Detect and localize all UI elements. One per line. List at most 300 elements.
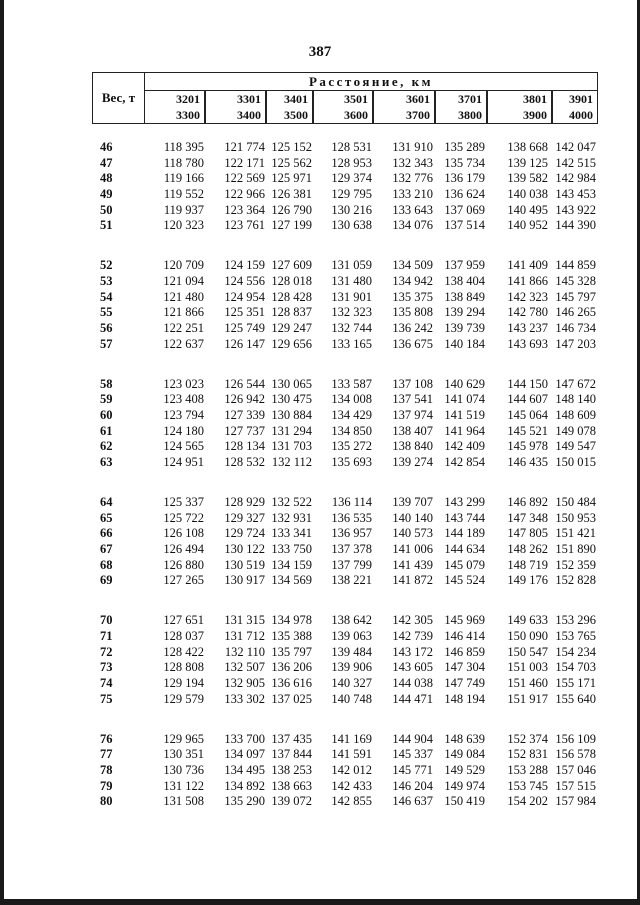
range-to: 3900 xyxy=(523,108,547,122)
price-cell: 126 108 xyxy=(163,526,204,541)
weight-cell: 54 xyxy=(100,289,113,304)
price-cell: 126 147 xyxy=(224,336,265,351)
price-cell: 125 971 xyxy=(271,171,312,186)
price-cell: 148 194 xyxy=(444,691,485,706)
price-cell: 142 012 xyxy=(331,763,372,778)
price-cell: 151 890 xyxy=(555,542,596,557)
range-header xyxy=(436,90,488,123)
price-cell: 130 917 xyxy=(224,573,265,588)
price-cell: 125 562 xyxy=(271,155,312,170)
price-cell: 119 552 xyxy=(163,187,204,201)
price-cell: 118 395 xyxy=(163,140,204,154)
weight-cell: 76 xyxy=(100,731,113,746)
price-cell: 140 140 xyxy=(392,510,433,525)
table-row xyxy=(0,258,640,273)
weight-cell: 74 xyxy=(100,676,113,691)
price-cell: 146 204 xyxy=(392,778,433,793)
weight-cell: 78 xyxy=(100,763,113,778)
price-cell: 137 799 xyxy=(331,557,372,572)
table-row xyxy=(0,337,640,352)
price-cell: 135 734 xyxy=(444,155,485,170)
price-cell: 136 242 xyxy=(392,321,433,335)
price-cell: 150 953 xyxy=(555,510,596,525)
table-row xyxy=(0,140,640,155)
table-row xyxy=(0,511,640,526)
price-cell: 120 323 xyxy=(163,218,204,233)
price-cell: 134 509 xyxy=(392,258,433,273)
price-cell: 144 189 xyxy=(444,526,485,541)
weight-cell: 49 xyxy=(100,187,113,201)
price-cell: 128 037 xyxy=(163,629,204,644)
table-row xyxy=(0,747,640,762)
range-from: 3501 xyxy=(344,92,368,106)
price-cell: 128 837 xyxy=(271,305,312,320)
price-cell: 121 480 xyxy=(163,289,204,304)
price-cell: 120 709 xyxy=(163,258,204,273)
price-cell: 126 790 xyxy=(271,202,312,217)
range-from: 3601 xyxy=(406,92,430,106)
price-cell: 141 439 xyxy=(392,557,433,572)
price-cell: 130 351 xyxy=(163,747,204,762)
price-cell: 128 018 xyxy=(271,274,312,288)
price-cell: 137 514 xyxy=(444,218,485,233)
weight-cell: 66 xyxy=(100,526,113,541)
price-cell: 122 171 xyxy=(224,155,265,170)
price-cell: 137 541 xyxy=(392,392,433,407)
table-row xyxy=(0,218,640,233)
price-cell: 134 097 xyxy=(224,747,265,762)
price-cell: 137 844 xyxy=(271,747,312,762)
price-cell: 146 892 xyxy=(507,495,548,509)
price-cell: 131 508 xyxy=(163,794,204,809)
price-cell: 130 065 xyxy=(271,376,312,391)
table-row xyxy=(0,377,640,392)
price-cell: 134 076 xyxy=(392,218,433,233)
price-cell: 134 978 xyxy=(271,613,312,628)
weight-cell: 55 xyxy=(100,305,113,320)
price-cell: 129 965 xyxy=(163,731,204,746)
range-to: 3500 xyxy=(284,108,308,122)
price-cell: 119 937 xyxy=(163,202,204,217)
price-cell: 129 194 xyxy=(163,676,204,691)
range-header xyxy=(374,90,436,123)
price-cell: 135 290 xyxy=(224,794,265,809)
price-cell: 139 125 xyxy=(507,155,548,170)
table-row xyxy=(0,321,640,336)
table-row xyxy=(0,305,640,320)
price-cell: 150 090 xyxy=(507,629,548,644)
weight-cell: 47 xyxy=(100,155,113,170)
price-cell: 138 642 xyxy=(331,613,372,628)
price-cell: 129 724 xyxy=(224,526,265,541)
price-cell: 137 959 xyxy=(444,258,485,273)
price-cell: 121 774 xyxy=(224,140,265,154)
table-row xyxy=(0,392,640,407)
weight-cell: 67 xyxy=(100,542,113,557)
price-cell: 151 460 xyxy=(507,676,548,691)
price-cell: 128 532 xyxy=(224,455,265,469)
price-cell: 132 744 xyxy=(331,321,372,335)
price-cell: 141 409 xyxy=(507,258,548,273)
price-cell: 145 771 xyxy=(392,763,433,778)
price-cell: 136 114 xyxy=(331,495,372,509)
price-cell: 137 378 xyxy=(331,542,372,557)
price-cell: 128 531 xyxy=(331,140,372,154)
price-cell: 144 859 xyxy=(555,258,596,273)
range-to: 3800 xyxy=(458,108,482,122)
price-cell: 129 579 xyxy=(163,691,204,706)
price-cell: 150 015 xyxy=(555,455,596,469)
price-cell: 148 140 xyxy=(555,392,596,407)
price-cell: 138 840 xyxy=(392,439,433,454)
price-cell: 134 495 xyxy=(224,763,265,778)
range-header xyxy=(145,90,206,123)
price-cell: 139 063 xyxy=(331,629,372,644)
price-cell: 134 942 xyxy=(392,274,433,288)
price-cell: 130 216 xyxy=(331,202,372,217)
price-cell: 157 984 xyxy=(555,794,596,809)
price-cell: 136 957 xyxy=(331,526,372,541)
table-row xyxy=(0,171,640,186)
price-cell: 122 966 xyxy=(224,187,265,201)
price-cell: 136 675 xyxy=(392,336,433,351)
table-row xyxy=(0,187,640,202)
price-cell: 119 166 xyxy=(163,171,204,186)
table-row xyxy=(0,732,640,747)
price-cell: 144 471 xyxy=(392,691,433,706)
price-cell: 122 251 xyxy=(163,321,204,335)
price-cell: 139 274 xyxy=(392,455,433,469)
table-row xyxy=(0,156,640,171)
price-cell: 141 006 xyxy=(392,542,433,557)
price-cell: 126 880 xyxy=(163,557,204,572)
weight-cell: 60 xyxy=(100,408,113,422)
price-cell: 136 616 xyxy=(271,676,312,691)
price-cell: 129 656 xyxy=(271,336,312,351)
range-header xyxy=(206,90,267,123)
price-cell: 140 038 xyxy=(507,187,548,201)
weight-cell: 71 xyxy=(100,629,113,644)
price-cell: 147 805 xyxy=(507,526,548,541)
price-cell: 154 234 xyxy=(555,644,596,659)
weight-cell: 73 xyxy=(100,660,113,675)
price-cell: 132 905 xyxy=(224,676,265,691)
price-cell: 142 409 xyxy=(444,439,485,454)
price-cell: 136 535 xyxy=(331,510,372,525)
price-cell: 152 831 xyxy=(507,747,548,762)
weight-cell: 75 xyxy=(100,691,113,706)
price-cell: 133 302 xyxy=(224,691,265,706)
price-cell: 148 639 xyxy=(444,731,485,746)
price-cell: 125 351 xyxy=(224,305,265,320)
price-cell: 138 849 xyxy=(444,289,485,304)
price-cell: 140 184 xyxy=(444,336,485,351)
price-cell: 131 703 xyxy=(271,439,312,454)
price-cell: 134 569 xyxy=(271,573,312,588)
price-cell: 126 494 xyxy=(163,542,204,557)
price-cell: 131 122 xyxy=(163,778,204,793)
weight-cell: 50 xyxy=(100,202,113,217)
price-cell: 133 700 xyxy=(224,731,265,746)
price-cell: 147 348 xyxy=(507,510,548,525)
price-cell: 151 003 xyxy=(507,660,548,675)
table-row xyxy=(0,629,640,644)
table-row xyxy=(0,692,640,707)
price-cell: 142 305 xyxy=(392,613,433,628)
price-cell: 131 910 xyxy=(392,140,433,154)
price-cell: 137 974 xyxy=(392,408,433,422)
weight-cell: 58 xyxy=(100,376,113,391)
price-cell: 139 484 xyxy=(331,644,372,659)
range-from: 3901 xyxy=(569,92,593,106)
price-cell: 149 176 xyxy=(507,573,548,588)
price-cell: 143 605 xyxy=(392,660,433,675)
range-from: 3401 xyxy=(284,92,308,106)
price-cell: 125 749 xyxy=(224,321,265,335)
price-cell: 147 749 xyxy=(444,676,485,691)
price-cell: 143 237 xyxy=(507,321,548,335)
price-cell: 141 964 xyxy=(444,423,485,438)
price-cell: 142 433 xyxy=(331,778,372,793)
price-cell: 150 419 xyxy=(444,794,485,809)
price-cell: 129 247 xyxy=(271,321,312,335)
price-cell: 136 179 xyxy=(444,171,485,186)
price-cell: 147 304 xyxy=(444,660,485,675)
price-cell: 156 578 xyxy=(555,747,596,762)
price-cell: 126 544 xyxy=(224,376,265,391)
price-cell: 137 108 xyxy=(392,376,433,391)
price-cell: 134 892 xyxy=(224,778,265,793)
table-row xyxy=(0,274,640,289)
price-cell: 129 795 xyxy=(331,187,372,201)
price-cell: 142 855 xyxy=(331,794,372,809)
price-cell: 131 315 xyxy=(224,613,265,628)
price-cell: 132 522 xyxy=(271,495,312,509)
price-cell: 153 745 xyxy=(507,778,548,793)
price-cell: 124 954 xyxy=(224,289,265,304)
weight-cell: 59 xyxy=(100,392,113,407)
table-row xyxy=(0,573,640,588)
weight-cell: 68 xyxy=(100,557,113,572)
price-cell: 141 074 xyxy=(444,392,485,407)
price-cell: 145 969 xyxy=(444,613,485,628)
price-cell: 127 339 xyxy=(224,408,265,422)
price-cell: 144 634 xyxy=(444,542,485,557)
range-to: 3600 xyxy=(344,108,368,122)
range-to: 3300 xyxy=(176,108,200,122)
weight-cell: 72 xyxy=(100,644,113,659)
price-cell: 123 408 xyxy=(163,392,204,407)
price-cell: 144 607 xyxy=(507,392,548,407)
weight-cell: 63 xyxy=(100,455,113,469)
price-cell: 140 952 xyxy=(507,218,548,233)
price-cell: 152 359 xyxy=(555,557,596,572)
price-cell: 149 084 xyxy=(444,747,485,762)
price-cell: 128 953 xyxy=(331,155,372,170)
table-row xyxy=(0,203,640,218)
price-cell: 143 693 xyxy=(507,336,548,351)
price-cell: 123 761 xyxy=(224,218,265,233)
price-cell: 141 169 xyxy=(331,731,372,746)
price-cell: 142 984 xyxy=(555,171,596,186)
table-row xyxy=(0,408,640,423)
price-cell: 127 265 xyxy=(163,573,204,588)
price-cell: 152 374 xyxy=(507,731,548,746)
weight-column-header: Вес, т xyxy=(93,73,145,123)
weight-cell: 70 xyxy=(100,613,113,628)
table-row xyxy=(0,495,640,510)
page-number: 387 xyxy=(308,44,332,60)
price-cell: 128 929 xyxy=(224,495,265,509)
price-cell: 143 172 xyxy=(392,644,433,659)
weight-cell: 69 xyxy=(100,573,113,588)
price-cell: 131 901 xyxy=(331,289,372,304)
price-cell: 128 422 xyxy=(163,644,204,659)
price-cell: 127 199 xyxy=(271,218,312,233)
weight-cell: 48 xyxy=(100,171,113,186)
range-header xyxy=(314,90,374,123)
price-cell: 127 737 xyxy=(224,423,265,438)
price-cell: 134 429 xyxy=(331,408,372,422)
price-cell: 138 253 xyxy=(271,763,312,778)
price-cell: 154 703 xyxy=(555,660,596,675)
price-cell: 138 221 xyxy=(331,573,372,588)
price-cell: 140 327 xyxy=(331,676,372,691)
price-cell: 144 150 xyxy=(507,376,548,391)
price-cell: 157 046 xyxy=(555,763,596,778)
price-cell: 127 651 xyxy=(163,613,204,628)
weight-cell: 79 xyxy=(100,778,113,793)
price-cell: 153 765 xyxy=(555,629,596,644)
price-cell: 129 327 xyxy=(224,510,265,525)
price-cell: 141 872 xyxy=(392,573,433,588)
scan-border-bottom xyxy=(0,899,640,905)
price-cell: 134 850 xyxy=(331,423,372,438)
price-cell: 149 547 xyxy=(555,439,596,454)
price-cell: 133 341 xyxy=(271,526,312,541)
price-cell: 124 556 xyxy=(224,274,265,288)
price-cell: 124 159 xyxy=(224,258,265,273)
price-cell: 153 296 xyxy=(555,613,596,628)
range-from: 3201 xyxy=(176,92,200,106)
price-cell: 132 507 xyxy=(224,660,265,675)
price-cell: 139 072 xyxy=(271,794,312,809)
price-cell: 132 112 xyxy=(271,455,312,469)
price-cell: 147 672 xyxy=(555,376,596,391)
price-cell: 126 942 xyxy=(224,392,265,407)
price-cell: 151 421 xyxy=(555,526,596,541)
price-cell: 138 663 xyxy=(271,778,312,793)
price-cell: 140 629 xyxy=(444,376,485,391)
price-cell: 146 435 xyxy=(507,455,548,469)
price-cell: 125 152 xyxy=(271,140,312,154)
price-cell: 150 547 xyxy=(507,644,548,659)
price-cell: 128 134 xyxy=(224,439,265,454)
table-row xyxy=(0,455,640,470)
price-cell: 149 529 xyxy=(444,763,485,778)
price-cell: 125 722 xyxy=(163,510,204,525)
price-cell: 131 480 xyxy=(331,274,372,288)
price-cell: 133 587 xyxy=(331,376,372,391)
price-cell: 122 569 xyxy=(224,171,265,186)
price-cell: 130 519 xyxy=(224,557,265,572)
price-cell: 144 390 xyxy=(555,218,596,233)
price-cell: 133 165 xyxy=(331,336,372,351)
price-cell: 130 475 xyxy=(271,392,312,407)
table-row xyxy=(0,290,640,305)
price-cell: 135 693 xyxy=(331,455,372,469)
price-cell: 141 866 xyxy=(507,274,548,288)
price-cell: 148 609 xyxy=(555,408,596,422)
price-cell: 128 808 xyxy=(163,660,204,675)
price-cell: 127 609 xyxy=(271,258,312,273)
price-cell: 130 638 xyxy=(331,218,372,233)
price-cell: 152 828 xyxy=(555,573,596,588)
price-cell: 139 707 xyxy=(392,495,433,509)
table-row xyxy=(0,676,640,691)
price-cell: 138 404 xyxy=(444,274,485,288)
price-cell: 125 337 xyxy=(163,495,204,509)
table-row xyxy=(0,613,640,628)
table-row xyxy=(0,542,640,557)
weight-cell: 57 xyxy=(100,336,113,351)
weight-cell: 77 xyxy=(100,747,113,762)
price-cell: 134 159 xyxy=(271,557,312,572)
price-cell: 122 637 xyxy=(163,336,204,351)
price-cell: 130 122 xyxy=(224,542,265,557)
price-cell: 141 519 xyxy=(444,408,485,422)
price-cell: 128 428 xyxy=(271,289,312,304)
price-cell: 145 797 xyxy=(555,289,596,304)
price-cell: 123 794 xyxy=(163,408,204,422)
price-cell: 145 337 xyxy=(392,747,433,762)
price-cell: 135 797 xyxy=(271,644,312,659)
distance-header: Расстояние, км xyxy=(145,73,597,91)
price-cell: 143 922 xyxy=(555,202,596,217)
price-cell: 132 323 xyxy=(331,305,372,320)
price-cell: 145 524 xyxy=(444,573,485,588)
price-cell: 146 414 xyxy=(444,629,485,644)
price-cell: 143 299 xyxy=(444,495,485,509)
price-cell: 139 906 xyxy=(331,660,372,675)
price-cell: 133 643 xyxy=(392,202,433,217)
price-cell: 142 047 xyxy=(555,140,596,154)
price-cell: 140 573 xyxy=(392,526,433,541)
price-cell: 145 064 xyxy=(507,408,548,422)
price-cell: 132 776 xyxy=(392,171,433,186)
price-cell: 137 025 xyxy=(271,691,312,706)
range-to: 3700 xyxy=(406,108,430,122)
price-cell: 124 565 xyxy=(163,439,204,454)
price-cell: 155 171 xyxy=(555,676,596,691)
price-cell: 121 866 xyxy=(163,305,204,320)
price-cell: 130 884 xyxy=(271,408,312,422)
price-cell: 124 951 xyxy=(163,455,204,469)
price-cell: 133 210 xyxy=(392,187,433,201)
price-cell: 135 375 xyxy=(392,289,433,304)
range-from: 3801 xyxy=(523,92,547,106)
table-row xyxy=(0,660,640,675)
price-cell: 145 521 xyxy=(507,423,548,438)
price-cell: 151 917 xyxy=(507,691,548,706)
price-cell: 149 078 xyxy=(555,423,596,438)
price-cell: 136 206 xyxy=(271,660,312,675)
price-cell: 129 374 xyxy=(331,171,372,186)
price-cell: 156 109 xyxy=(555,731,596,746)
table-row xyxy=(0,558,640,573)
price-cell: 146 265 xyxy=(555,305,596,320)
price-cell: 132 110 xyxy=(224,644,265,659)
